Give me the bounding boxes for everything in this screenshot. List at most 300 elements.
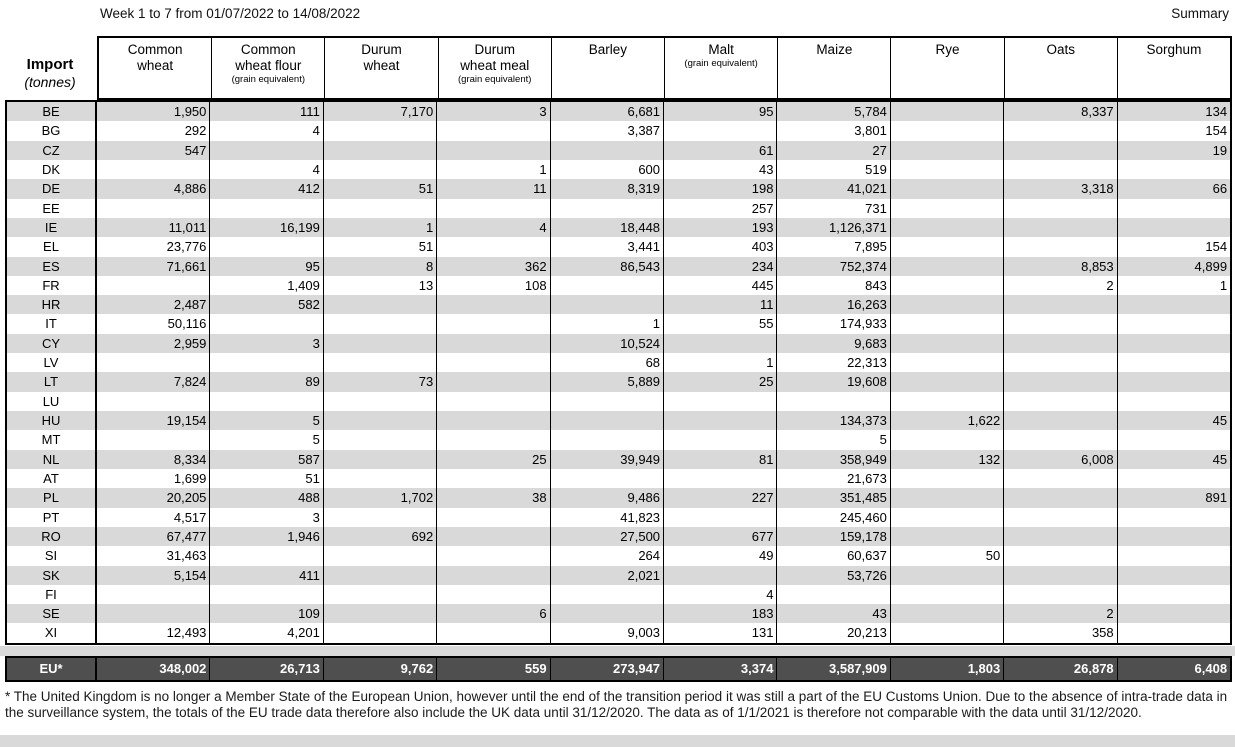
value-cell-common-wheat: 11,011 (97, 218, 210, 237)
value-cell-oats: 2 (1004, 276, 1117, 295)
value-cell-durum-wheat-meal: 362 (437, 257, 550, 276)
value-cell-sorghum: 66 (1212, 181, 1228, 197)
value-cell-durum-wheat-meal: 1 (437, 160, 550, 179)
value-cell-common-wheat: 20,205 (97, 488, 210, 507)
country-code-cell: DE (7, 179, 97, 198)
value-cell-rye (891, 160, 1004, 179)
value-cell-sorghum (1118, 508, 1230, 527)
table-row-be (7, 102, 1230, 121)
eu-total-cell-durum-wheat: 9,762 (324, 658, 437, 680)
value-cell-oats (1004, 141, 1117, 160)
country-code-cell: LV (7, 353, 97, 372)
column-header-barley (552, 38, 665, 98)
column-header-sorghum (1118, 38, 1230, 98)
value-cell-rye (891, 372, 1004, 391)
value-cell-durum-wheat: 73 (324, 372, 437, 391)
value-cell-maize: 752,374 (777, 257, 890, 276)
value-cell-barley (551, 604, 664, 623)
value-cell-malt: 61 (664, 141, 777, 160)
value-cell-barley (551, 585, 664, 604)
column-header-line1: Maize (816, 42, 853, 57)
value-cell-durum-wheat-meal: 11 (437, 179, 550, 198)
value-cell-maize: 21,673 (777, 469, 890, 488)
value-cell-sorghum (1118, 430, 1230, 449)
column-header-line1: Durum (474, 42, 515, 57)
table-row-ee (7, 199, 1230, 218)
table-row-bg (7, 121, 1230, 140)
corner-label (5, 38, 95, 100)
value-cell-barley: 27,500 (551, 527, 664, 546)
value-cell-common-wheat-flour: 3 (210, 334, 323, 353)
country-code-cell: EE (7, 199, 97, 218)
value-cell-common-wheat: 292 (97, 121, 210, 140)
value-cell-sorghum: 134 (1205, 104, 1228, 119)
value-cell-common-wheat: 5,154 (97, 566, 210, 585)
value-cell-common-wheat: 50,116 (97, 314, 210, 333)
value-cell-barley: 9,003 (551, 623, 664, 642)
column-header-malt (665, 38, 778, 98)
table-row-pl (7, 488, 1230, 507)
value-cell-sorghum (1118, 160, 1230, 179)
value-cell-durum-wheat: 1 (324, 218, 437, 237)
value-cell-common-wheat (97, 392, 210, 411)
value-cell-malt: 55 (664, 314, 777, 333)
value-cell-common-wheat (97, 353, 210, 372)
table-row-it (7, 314, 1230, 333)
value-cell-maize: 731 (777, 199, 890, 218)
value-cell-rye (891, 353, 1004, 372)
value-cell-barley (551, 392, 664, 411)
value-cell-durum-wheat: 13 (324, 276, 437, 295)
value-cell-oats: 6,008 (1004, 450, 1117, 469)
value-cell-malt: 1 (664, 353, 777, 372)
column-header-note: (grain equivalent) (231, 74, 305, 85)
value-cell-durum-wheat (324, 623, 437, 642)
value-cell-durum-wheat: 51 (324, 179, 437, 198)
separator-strip-top (0, 646, 1235, 656)
value-cell-maize: 159,178 (777, 527, 890, 546)
value-cell-durum-wheat (324, 430, 437, 449)
value-cell-common-wheat-flour: 4,201 (210, 623, 323, 642)
value-cell-maize: 41,021 (777, 179, 890, 198)
country-code-cell: MT (7, 430, 97, 449)
country-code-cell: LU (7, 392, 97, 411)
value-cell-common-wheat-flour: 582 (210, 295, 323, 314)
value-cell-common-wheat: 4,517 (97, 508, 210, 527)
value-cell-sorghum: 1 (1219, 277, 1228, 293)
value-cell-rye (891, 314, 1004, 333)
value-cell-durum-wheat: 51 (324, 237, 437, 256)
column-header-common-wheat (99, 38, 212, 98)
value-cell-common-wheat-flour: 411 (210, 566, 323, 585)
value-cell-malt: 95 (664, 102, 777, 121)
value-cell-durum-wheat-meal (437, 508, 550, 527)
value-cell-common-wheat-flour: 109 (210, 604, 323, 623)
column-header-line1: Common (127, 42, 183, 57)
value-cell-oats (1004, 411, 1117, 430)
value-cell-oats (1004, 392, 1117, 411)
value-cell-rye (891, 508, 1004, 527)
value-cell-malt (664, 334, 777, 353)
value-cell-common-wheat-flour (210, 199, 323, 218)
country-code-cell: SE (7, 604, 97, 623)
value-cell-rye (891, 199, 1004, 218)
value-cell-common-wheat: 2,487 (97, 295, 210, 314)
value-cell-maize: 19,608 (777, 372, 890, 391)
country-code-cell: IE (7, 218, 97, 237)
value-cell-oats (1004, 218, 1117, 237)
value-cell-malt: 49 (664, 546, 777, 565)
value-cell-durum-wheat (324, 566, 437, 585)
column-header-line1: Common (240, 42, 296, 57)
value-cell-barley: 68 (551, 353, 664, 372)
value-cell-maize: 5 (777, 430, 890, 449)
value-cell-common-wheat-flour (210, 546, 323, 565)
value-cell-malt: 403 (664, 237, 777, 256)
value-cell-durum-wheat: 1,702 (324, 488, 437, 507)
value-cell-maize: 174,933 (777, 314, 890, 333)
value-cell-rye (891, 295, 1004, 314)
country-code-cell: IT (7, 314, 97, 333)
value-cell-common-wheat: 7,824 (97, 372, 210, 391)
value-cell-rye (891, 604, 1004, 623)
eu-total-cell-oats: 26,878 (1004, 658, 1117, 680)
value-cell-barley: 600 (551, 160, 664, 179)
value-cell-oats (1004, 488, 1117, 507)
value-cell-sorghum (1118, 566, 1230, 585)
value-cell-maize (777, 392, 890, 411)
column-header-line1: Sorghum (1146, 42, 1202, 57)
value-cell-common-wheat-flour: 488 (210, 488, 323, 507)
eu-total-cell-common-wheat: 348,002 (97, 658, 210, 680)
value-cell-maize: 843 (777, 276, 890, 295)
value-cell-durum-wheat (324, 450, 437, 469)
value-cell-common-wheat (97, 199, 210, 218)
value-cell-malt: 131 (664, 623, 777, 642)
value-cell-common-wheat: 2,959 (97, 334, 210, 353)
value-cell-malt (664, 469, 777, 488)
country-code-cell: NL (7, 450, 97, 469)
column-header-durum-wheat (325, 38, 438, 98)
value-cell-durum-wheat-meal (437, 527, 550, 546)
value-cell-sorghum: 45 (1212, 413, 1228, 428)
value-cell-rye (891, 257, 1004, 276)
value-cell-oats: 8,853 (1004, 257, 1117, 276)
value-cell-malt (664, 566, 777, 585)
table-row-el (7, 237, 1230, 256)
value-cell-barley (551, 430, 664, 449)
value-cell-malt: 234 (664, 257, 777, 276)
column-header-line2: wheat (137, 58, 174, 73)
value-cell-barley (551, 199, 664, 218)
column-header-line1: Rye (935, 42, 960, 57)
value-cell-durum-wheat (324, 314, 437, 333)
value-cell-common-wheat-flour: 51 (210, 469, 323, 488)
value-cell-rye (891, 585, 1004, 604)
eu-total-cell-rye: 1,803 (891, 658, 1004, 680)
value-cell-common-wheat-flour (210, 353, 323, 372)
value-cell-barley: 264 (551, 546, 664, 565)
value-cell-common-wheat-flour (210, 237, 323, 256)
country-code-cell: ES (7, 257, 97, 276)
value-cell-rye (891, 179, 1004, 198)
value-cell-common-wheat-flour: 5 (210, 411, 323, 430)
value-cell-durum-wheat (324, 199, 437, 218)
value-cell-durum-wheat-meal (437, 237, 550, 256)
value-cell-durum-wheat-meal (437, 314, 550, 333)
value-cell-sorghum (1118, 392, 1230, 411)
table-row-fr (7, 276, 1230, 295)
column-header-line1: Malt (708, 42, 734, 57)
value-cell-maize: 27 (777, 141, 890, 160)
value-cell-malt (664, 392, 777, 411)
value-cell-durum-wheat (324, 585, 437, 604)
value-cell-sorghum (1118, 546, 1230, 565)
value-cell-common-wheat (97, 160, 210, 179)
value-cell-durum-wheat (324, 295, 437, 314)
value-cell-sorghum (1118, 372, 1230, 391)
value-cell-barley: 86,543 (551, 257, 664, 276)
value-cell-durum-wheat-meal (437, 141, 550, 160)
value-cell-rye (891, 566, 1004, 585)
value-cell-rye (891, 237, 1004, 256)
table-row-cy (7, 334, 1230, 353)
value-cell-rye: 1,622 (891, 411, 1004, 430)
value-cell-oats (1004, 430, 1117, 449)
value-cell-barley: 5,889 (551, 372, 664, 391)
value-cell-durum-wheat: 8 (324, 257, 437, 276)
country-code-cell: SI (7, 546, 97, 565)
table-row-mt (7, 430, 1230, 449)
value-cell-sorghum: 45 (1212, 451, 1228, 467)
value-cell-durum-wheat (324, 411, 437, 430)
table-row-at (7, 469, 1230, 488)
value-cell-barley: 8,319 (551, 179, 664, 198)
table-row-cz (7, 141, 1230, 160)
column-header-line2: wheat flour (235, 58, 302, 73)
value-cell-common-wheat-flour: 3 (210, 508, 323, 527)
table-row-dk (7, 160, 1230, 179)
value-cell-maize: 358,949 (777, 450, 890, 469)
value-cell-maize: 43 (777, 604, 890, 623)
value-cell-common-wheat (97, 604, 210, 623)
table-row-de (7, 179, 1230, 198)
value-cell-malt (664, 411, 777, 430)
value-cell-sorghum (1118, 604, 1230, 623)
value-cell-oats (1004, 237, 1117, 256)
value-cell-sorghum (1118, 469, 1230, 488)
value-cell-durum-wheat (324, 392, 437, 411)
value-cell-maize: 1,126,371 (777, 218, 890, 237)
value-cell-maize: 245,460 (777, 508, 890, 527)
value-cell-barley: 3,441 (551, 237, 664, 256)
value-cell-oats (1004, 546, 1117, 565)
eu-total-cell-maize: 3,587,909 (777, 658, 890, 680)
value-cell-maize: 5,784 (777, 102, 890, 121)
value-cell-sorghum (1118, 353, 1230, 372)
value-cell-durum-wheat-meal (437, 430, 550, 449)
value-cell-barley (551, 469, 664, 488)
value-cell-maize: 351,485 (777, 488, 890, 507)
table-row-es (7, 257, 1230, 276)
table-row-lv (7, 353, 1230, 372)
value-cell-common-wheat-flour: 412 (210, 179, 323, 198)
eu-total-label: EU* (7, 658, 97, 680)
value-cell-durum-wheat-meal (437, 295, 550, 314)
value-cell-durum-wheat-meal: 108 (437, 276, 550, 295)
table-row-nl (7, 450, 1230, 469)
value-cell-common-wheat: 1,950 (97, 102, 210, 121)
value-cell-malt: 445 (664, 276, 777, 295)
value-cell-common-wheat-flour: 95 (210, 257, 323, 276)
value-cell-oats (1004, 353, 1117, 372)
value-cell-durum-wheat-meal (437, 585, 550, 604)
value-cell-durum-wheat-meal (437, 623, 550, 642)
value-cell-common-wheat-flour: 4 (210, 160, 323, 179)
table-row-sk (7, 566, 1230, 585)
country-code-cell: RO (7, 527, 97, 546)
value-cell-rye (891, 276, 1004, 295)
value-cell-common-wheat-flour: 5 (210, 430, 323, 449)
value-cell-common-wheat-flour: 111 (210, 102, 323, 121)
value-cell-durum-wheat (324, 604, 437, 623)
column-header-maize (778, 38, 891, 98)
value-cell-maize: 20,213 (777, 623, 890, 642)
corner-label-tonnes: (tonnes) (24, 73, 76, 90)
value-cell-rye (891, 218, 1004, 237)
country-code-cell: PT (7, 508, 97, 527)
value-cell-oats (1004, 295, 1117, 314)
value-cell-common-wheat (97, 276, 210, 295)
value-cell-barley: 2,021 (551, 566, 664, 585)
table-row-ro (7, 527, 1230, 546)
value-cell-common-wheat: 547 (97, 141, 210, 160)
column-header-line1: Durum (361, 42, 402, 57)
value-cell-maize: 53,726 (777, 566, 890, 585)
value-cell-barley: 41,823 (551, 508, 664, 527)
country-code-cell: HU (7, 411, 97, 430)
value-cell-rye (891, 488, 1004, 507)
value-cell-durum-wheat-meal (437, 469, 550, 488)
country-code-cell: LT (7, 372, 97, 391)
value-cell-malt: 43 (664, 160, 777, 179)
value-cell-common-wheat-flour: 89 (210, 372, 323, 391)
value-cell-durum-wheat-meal (437, 199, 550, 218)
value-cell-malt: 183 (664, 604, 777, 623)
value-cell-durum-wheat-meal: 25 (437, 450, 550, 469)
country-code-cell: BG (7, 121, 97, 140)
country-code-cell: EL (7, 237, 97, 256)
value-cell-rye (891, 121, 1004, 140)
value-cell-durum-wheat (324, 353, 437, 372)
value-cell-durum-wheat-meal (437, 372, 550, 391)
value-cell-common-wheat: 19,154 (97, 411, 210, 430)
value-cell-malt (664, 430, 777, 449)
value-cell-sorghum (1118, 623, 1230, 642)
value-cell-barley (551, 276, 664, 295)
column-header-line1: Barley (588, 42, 628, 57)
value-cell-malt: 198 (664, 179, 777, 198)
value-cell-maize: 60,637 (777, 546, 890, 565)
column-header-common-wheat-flour (212, 38, 325, 98)
value-cell-durum-wheat-meal (437, 566, 550, 585)
value-cell-durum-wheat (324, 546, 437, 565)
value-cell-common-wheat: 31,463 (97, 546, 210, 565)
value-cell-rye (891, 102, 1004, 121)
corner-label-import: Import (26, 55, 74, 73)
value-cell-maize: 519 (777, 160, 890, 179)
value-cell-malt: 257 (664, 199, 777, 218)
country-code-cell: CY (7, 334, 97, 353)
table-row-si (7, 546, 1230, 565)
table-row-se (7, 604, 1230, 623)
value-cell-barley: 6,681 (551, 102, 664, 121)
value-cell-malt: 25 (664, 372, 777, 391)
value-cell-malt: 11 (664, 295, 777, 314)
value-cell-common-wheat: 71,661 (97, 257, 210, 276)
value-cell-rye (891, 392, 1004, 411)
value-cell-sorghum (1118, 314, 1230, 333)
value-cell-durum-wheat-meal: 38 (437, 488, 550, 507)
value-cell-barley: 9,486 (551, 488, 664, 507)
summary-label: Summary (1171, 6, 1229, 21)
value-cell-common-wheat (97, 430, 210, 449)
value-cell-common-wheat-flour (210, 314, 323, 333)
table-row-lt (7, 372, 1230, 391)
value-cell-common-wheat-flour: 1,946 (210, 527, 323, 546)
eu-total-cell-common-wheat-flour: 26,713 (210, 658, 323, 680)
country-code-cell: CZ (7, 141, 97, 160)
value-cell-oats (1004, 199, 1117, 218)
column-header-line2: wheat meal (460, 58, 530, 73)
value-cell-oats (1004, 314, 1117, 333)
column-header-rye (891, 38, 1004, 98)
value-cell-durum-wheat-meal (437, 546, 550, 565)
country-code-cell: AT (7, 469, 97, 488)
column-header-line1: Oats (1046, 42, 1075, 57)
value-cell-rye (891, 141, 1004, 160)
country-code-cell: HR (7, 295, 97, 314)
value-cell-common-wheat-flour (210, 585, 323, 604)
value-cell-sorghum: 4,899 (1194, 258, 1228, 274)
value-cell-oats (1004, 469, 1117, 488)
value-cell-oats (1004, 527, 1117, 546)
column-header-row (97, 36, 1232, 100)
value-cell-rye: 132 (891, 450, 1004, 469)
value-cell-malt (664, 121, 777, 140)
value-cell-durum-wheat-meal: 6 (437, 604, 550, 623)
value-cell-rye (891, 334, 1004, 353)
value-cell-malt: 81 (664, 450, 777, 469)
column-header-line2: wheat (363, 58, 400, 73)
value-cell-durum-wheat (324, 160, 437, 179)
eu-total-cell-durum-wheat-meal: 559 (437, 658, 550, 680)
value-cell-durum-wheat: 692 (324, 527, 437, 546)
value-cell-maize: 9,683 (777, 334, 890, 353)
value-cell-barley (551, 295, 664, 314)
value-cell-common-wheat-flour: 587 (210, 450, 323, 469)
table-row-xi (7, 623, 1230, 642)
table-row-hu (7, 411, 1230, 430)
value-cell-durum-wheat-meal (437, 353, 550, 372)
value-cell-barley: 10,524 (551, 334, 664, 353)
value-cell-oats: 3,318 (1004, 179, 1117, 198)
value-cell-maize: 3,801 (777, 121, 890, 140)
country-code-cell: SK (7, 566, 97, 585)
value-cell-maize: 7,895 (777, 237, 890, 256)
value-cell-common-wheat-flour: 4 (210, 121, 323, 140)
country-code-cell: DK (7, 160, 97, 179)
